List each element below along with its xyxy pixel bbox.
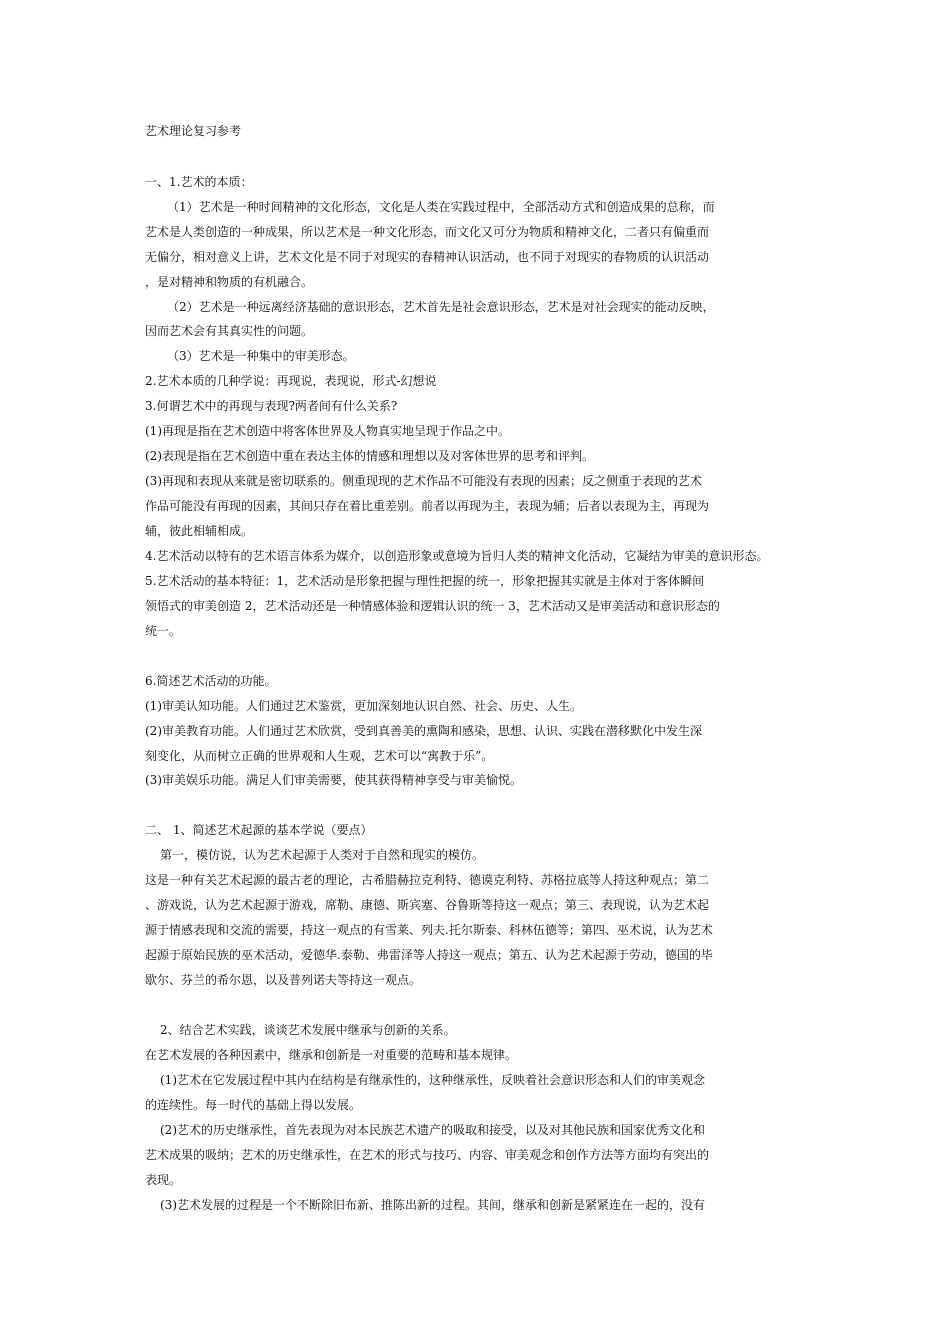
text-line: 艺术成果的吸纳；艺术的历史继承性，在艺术的形式与技巧、内容、审美观念和创作方法等方面均有突出的 [145, 1148, 710, 1162]
text-line: (3)再现和表现从来就是密切联系的。侧重现现的艺术作品不可能没有表现的因素；反之侧重于表现的艺术 [145, 474, 703, 488]
text-line: 表现。 [145, 1173, 182, 1187]
text-line: (1)艺术在它发展过程中其内在结构是有继承性的，这种继承性，反映着社会意识形态和人们的审美观念 [160, 1073, 706, 1087]
text-line: （1）艺术是一种时间精神的文化形态，文化是人类在实践过程中，全部活动方式和创造成果的总称，而 [167, 200, 715, 214]
text-line: ，是对精神和物质的有机融合。 [145, 275, 314, 289]
section-heading: 2、结合艺术实践，谈谈艺术发展中继承与创新的关系。 [160, 1023, 456, 1037]
text-line: （3）艺术是一种集中的审美形态。 [167, 349, 355, 363]
text-line: (1)审美认知功能。人们通过艺术鉴赏，更加深刻地认识自然、社会、历史、人生。 [145, 699, 583, 713]
text-line: 3.何谓艺术中的再现与表现?两者间有什么关系? [145, 399, 398, 413]
text-line: 作品可能没有再现的因素，其间只存在着比重差别。前者以再现为主，表现为辅；后者以表现为主，再现为 [145, 499, 710, 513]
text-line: 领悟式的审美创造 2，艺术活动还是一种情感体验和逻辑认识的统一 3，艺术活动又是审美活动和意识形态的 [145, 599, 720, 613]
section-heading: 6.简述艺术活动的功能。 [145, 674, 277, 688]
section-heading: 二、 1、简述艺术起源的基本学说（要点） [145, 823, 373, 837]
text-line: 5.艺术活动的基本特征：1，艺术活动是形象把握与理性把握的统一，形象把握其实就是主体对于客体瞬间 [145, 574, 705, 588]
text-line: 辅，彼此相辅相成。 [145, 524, 254, 538]
text-line: 源于情感表现和交流的需要，持这一观点的有雪莱、列夫.托尔斯泰、科林伍德等；第四、巫术说，认为艺术 [145, 923, 713, 937]
text-line: 艺术是人类创造的一种成果，所以艺术是一种文化形态，而文化又可分为物质和精神文化，二者只有偏重而 [145, 225, 710, 239]
text-line: 4.艺术活动以特有的艺术语言体系为媒介，以创造形象或意境为旨归人类的精神文化活动，它凝结为审美的意识形态。 [145, 549, 769, 563]
text-line: 起源于原始民族的巫术活动，爱德华.泰勒、弗雷泽等人持这一观点；第五、认为艺术起源于劳动，德国的毕 [145, 948, 713, 962]
text-line: 刻变化，从而树立正确的世界观和人生观，艺术可以“寓教于乐”。 [145, 749, 494, 763]
text-line: (2)表现是指在艺术创造中重在表达主体的情感和理想以及对客体世界的思考和评判。 [145, 449, 595, 463]
text-line: 因而艺术会有其真实性的问题。 [145, 324, 314, 338]
text-line: (2)艺术的历史继承性，首先表现为对本民族艺术遗产的吸取和接受，以及对其他民族和国家优秀文化和 [160, 1123, 706, 1137]
text-line: (3)审美娱乐功能。满足人们审美需要，使其获得精神享受与审美愉悦。 [145, 773, 523, 787]
text-line: 2.艺术本质的几种学说：再现说，表现说，形式-幻想说 [145, 374, 437, 388]
text-line: 在艺术发展的各种因素中，继承和创新是一对重要的范畴和基本规律。 [145, 1048, 518, 1062]
text-line: (2)审美教育功能。人们通过艺术欣赏，受到真善美的熏陶和感染，思想、认识、实践在潜移默化中发生深 [145, 724, 703, 738]
text-line: 的连续性。每一时代的基础上得以发展。 [145, 1098, 362, 1112]
text-line: (3)艺术发展的过程是一个不断除旧布新、推陈出新的过程。其间，继承和创新是紧紧连在一起的，没有 [160, 1198, 706, 1212]
text-line: 第一，模仿说，认为艺术起源于人类对于自然和现实的模仿。 [160, 848, 485, 862]
text-line: （2）艺术是一种远离经济基础的意识形态，艺术首先是社会意识形态，艺术是对社会现实的能动反映， [167, 300, 715, 314]
text-line: 统一。 [145, 624, 182, 638]
document-title: 艺术理论复习参考 [145, 124, 242, 138]
text-line: 这是一种有关艺术起源的最古老的理论，古希腊赫拉克利特、德谟克利特、苏格拉底等人持这种观点；第二 [145, 873, 710, 887]
text-line: 无偏分，相对意义上讲，艺术文化是不同于对现实的春精神认识活动，也不同于对现实的春物质的认识活动 [145, 250, 710, 264]
text-line: 、游戏说，认为艺术起源于游戏，席勒、康德、斯宾塞、谷鲁斯等持这一观点；第三、表现说，认为艺术起 [145, 898, 710, 912]
text-line: (1)再现是指在艺术创造中将客体世界及人物真实地呈现于作品之中。 [145, 424, 511, 438]
section-heading: 一、1.艺术的本质： [145, 175, 253, 189]
text-line: 歇尔、芬兰的希尔恩，以及普列诺夫等持这一观点。 [145, 973, 422, 987]
